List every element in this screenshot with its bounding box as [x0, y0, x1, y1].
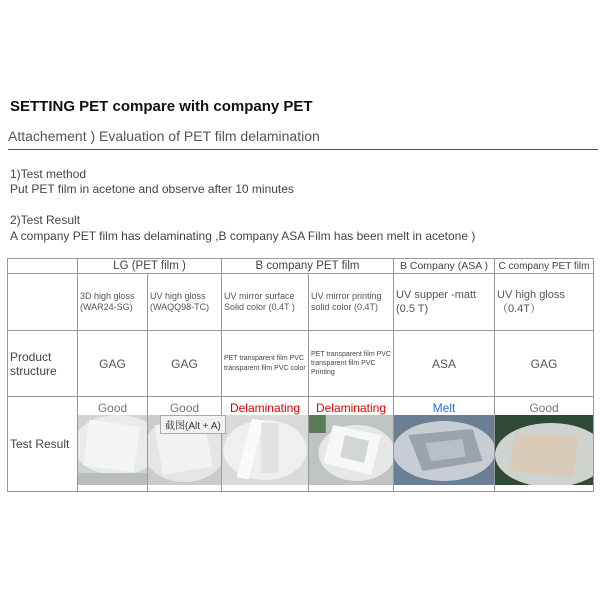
sample-photo [394, 415, 494, 485]
result-cell [222, 397, 309, 492]
structure-cell: PET transparent film PVC transparent film PVC color [222, 331, 309, 397]
result-cell [309, 397, 394, 492]
page-subtitle: Attachement ) Evaluation of PET film delamination [8, 128, 320, 144]
result-status: Good [529, 401, 559, 415]
structure-cell: ASA [394, 331, 495, 397]
method-heading: 1)Test method [10, 167, 87, 181]
structure-cell: PET transparent film PVC transparent film PVC Printing [309, 331, 394, 397]
type-cell: UV mirror printing solid color (0.4T) [309, 274, 394, 331]
type-cell: UV supper -matt (0.5 T) [394, 274, 495, 331]
result-status: Delaminating [229, 401, 301, 415]
structure-cell: GAG [148, 331, 222, 397]
group-header-b: B company PET film [222, 259, 394, 274]
result-cell [78, 397, 148, 492]
result-heading: 2)Test Result [10, 213, 81, 227]
sample-photo [222, 415, 308, 485]
sample-photo [78, 415, 147, 485]
evaluation-table [7, 258, 594, 492]
result-text: A company PET film has delaminating ,B company ASA Film has been melt in acetone ) [10, 229, 476, 243]
structure-cell: GAG [78, 331, 148, 397]
type-cell: 3D high gloss (WAR24-SG) [78, 274, 148, 331]
sample-photo [309, 415, 393, 485]
type-cell: UV high gloss （0.4T） [495, 274, 594, 331]
sample-photo [495, 415, 593, 485]
screenshot-tooltip: 截图(Alt + A) [160, 415, 226, 434]
result-status: Good [169, 401, 200, 415]
result-status: Melt [432, 401, 456, 415]
result-cell [495, 397, 594, 492]
result-status: Good [97, 401, 128, 415]
corner-cell [8, 259, 78, 274]
type-cell: UV mirror surface Solid color (0.4T ) [222, 274, 309, 331]
result-status: Delaminating [315, 401, 387, 415]
group-header-lg: LG (PET film ) [78, 259, 222, 274]
row-label-structure: Product structure [8, 331, 78, 397]
result-cell [148, 397, 222, 492]
group-header-c: C company PET film [495, 259, 594, 274]
method-text: Put PET film in acetone and observe after 10 minutes [10, 182, 294, 196]
group-header-b-asa: B Company (ASA ) [394, 259, 495, 274]
type-label-cell [8, 274, 78, 331]
page-title: SETTING PET compare with company PET [10, 98, 313, 115]
result-cell [394, 397, 495, 492]
type-cell: UV high gloss (WAQQ98-TC) [148, 274, 222, 331]
title-divider [8, 149, 598, 150]
structure-cell: GAG [495, 331, 594, 397]
row-label-test-result: Test Result [8, 397, 78, 492]
